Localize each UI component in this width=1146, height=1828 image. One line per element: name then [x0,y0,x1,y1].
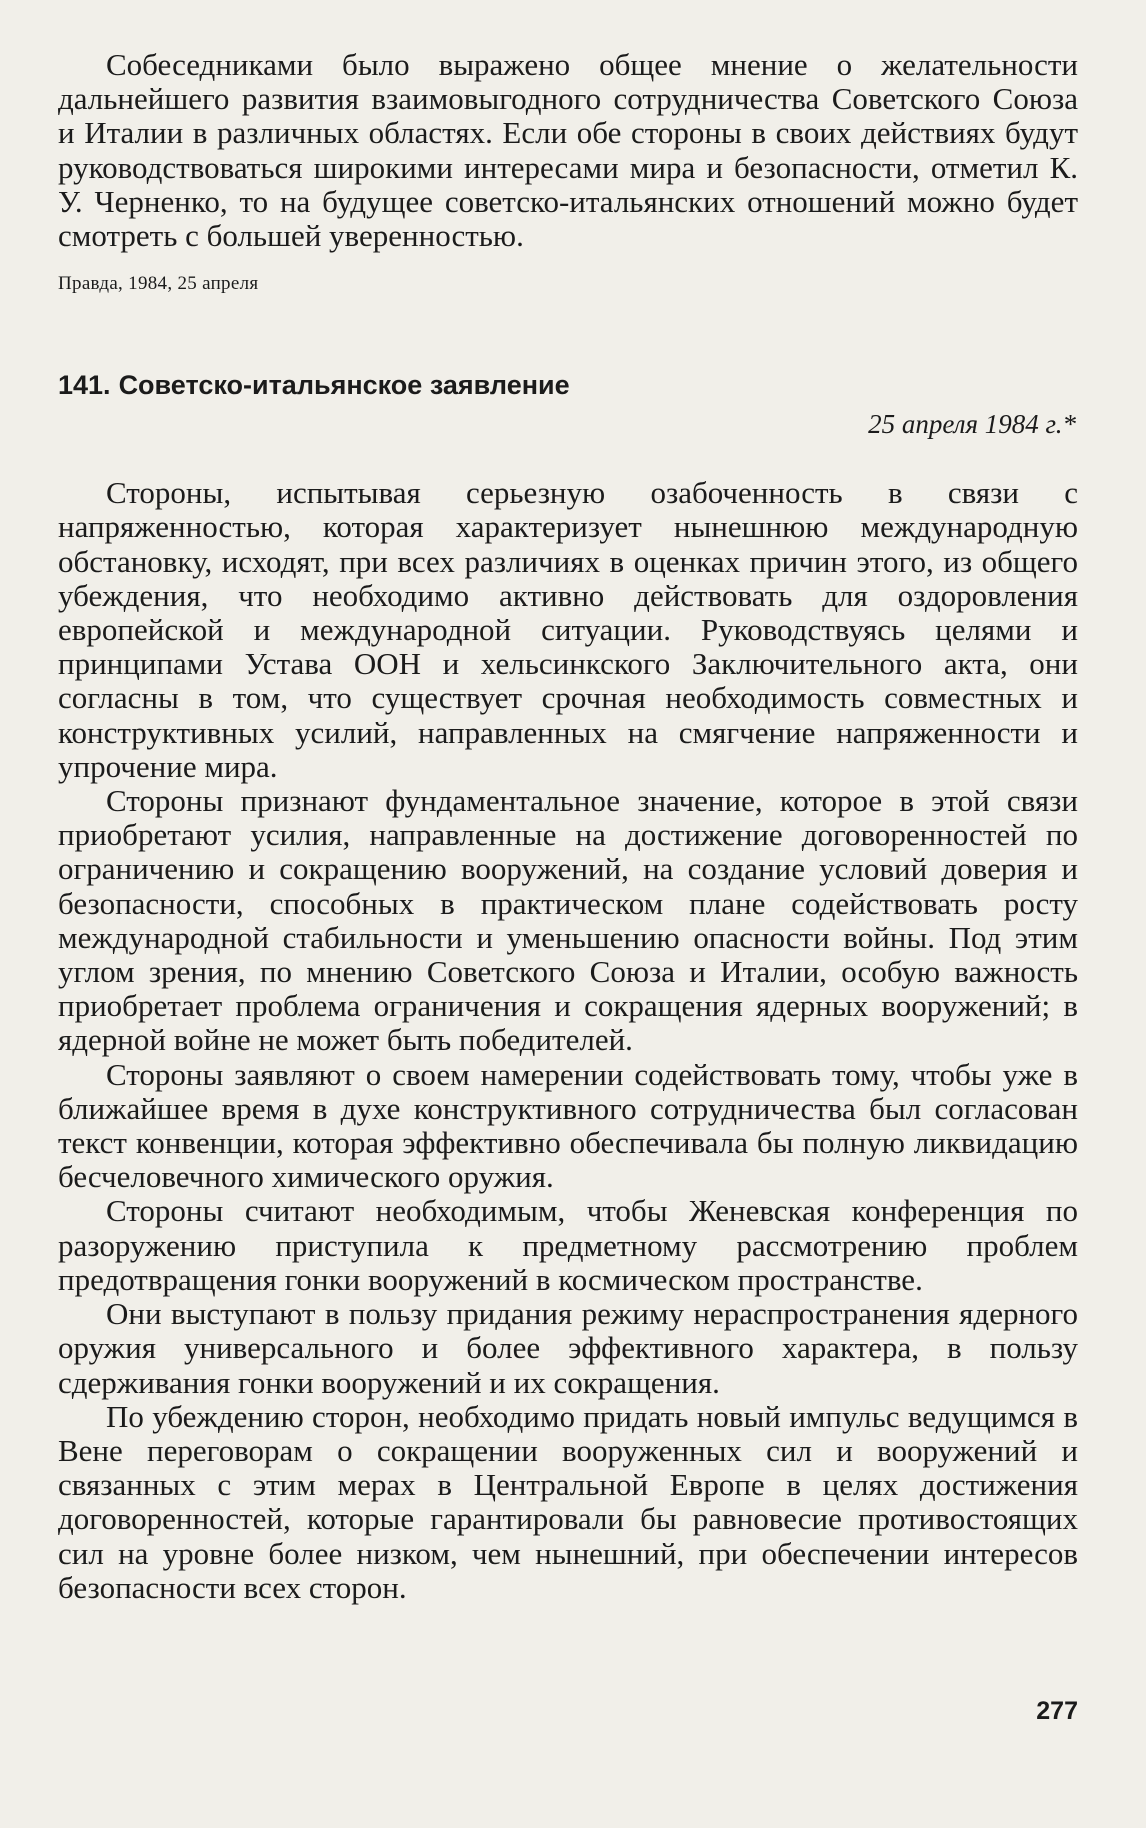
page-content [58,48,1078,1605]
body-paragraph-1: Стороны, испытывая серьезную озабоченность в связи с напряженностью, которая характеризует нынешнюю международную обстановку, исходят, при всех различиях в оценках причин этого, из общего убеждения, что необходимо активно действовать для оздоровления европейской и международной ситуации. Руководствуясь целями и принципами Устава ООН и хельсинкского Заключительного акта, они согласны в том, что существует срочная необходимость совместных и конструктивных усилий, направленных на смягчение напряженности и упрочение мира. [58,475,1078,784]
body-paragraph-2: Стороны признают фундаментальное значение, которое в этой связи приобретают усилия, направленные на достижение договоренностей по ограничению и сокращению вооружений, на создание условий доверия и безопасности, способных в практическом плане содействовать росту международной стабильности и уменьшению опасности войны. Под этим углом зрения, по мнению Советского Союза и Италии, особую важность приобретает проблема ограничения и сокращения ядерных вооружений; в ядерной войне не может быть победителей. [58,783,1078,1058]
body-paragraph-5: Они выступают в пользу придания режиму нераспространения ядерного оружия универсального и более эффективного характера, в пользу сдерживания гонки вооружений и их сокращения. [58,1296,1078,1400]
body-paragraph-3: Стороны заявляют о своем намерении содействовать тому, чтобы уже в ближайшее время в духе конструктивного сотрудничества был согласован текст конвенции, которая эффективно обеспечивала бы полную ликвидацию бесчеловечного химического оружия. [58,1056,1078,1195]
intro-paragraph: Собеседниками было выражено общее мнение о желательности дальнейшего развития взаимовыгодного сотрудничества Советского Союза и Италии в различных областях. Если обе стороны в своих действиях будут руководствоваться широкими интересами мира и безопасности, отметил К. У. Черненко, то на будущее советско-итальянских отношений можно будет смотреть с большей уверенностью. [58,47,1078,254]
section-number: 141. [58,370,111,401]
section-title: Советско-итальянское заявление [118,370,570,401]
document-date: 25 апреля 1984 г.* [868,409,1076,440]
source-citation: Правда, 1984, 25 апреля [58,273,259,295]
page-number: 277 [1036,1697,1078,1725]
body-paragraph-4: Стороны считают необходимым, чтобы Женевская конференция по разоружению приступила к предметному рассмотрению проблем предотвращения гонки вооружений в космическом пространстве. [58,1193,1078,1297]
body-paragraph-6: По убеждению сторон, необходимо придать новый импульс ведущимся в Вене переговорам о сокращении вооруженных сил и вооружений и связанных с этим мерах в Центральной Европе в целях достижения договоренностей, которые гарантировали бы равновесие противостоящих сил на уровне более низком, чем нынешний, при обеспечении интересов безопасности всех сторон. [58,1398,1078,1605]
section-heading [58,369,1078,401]
